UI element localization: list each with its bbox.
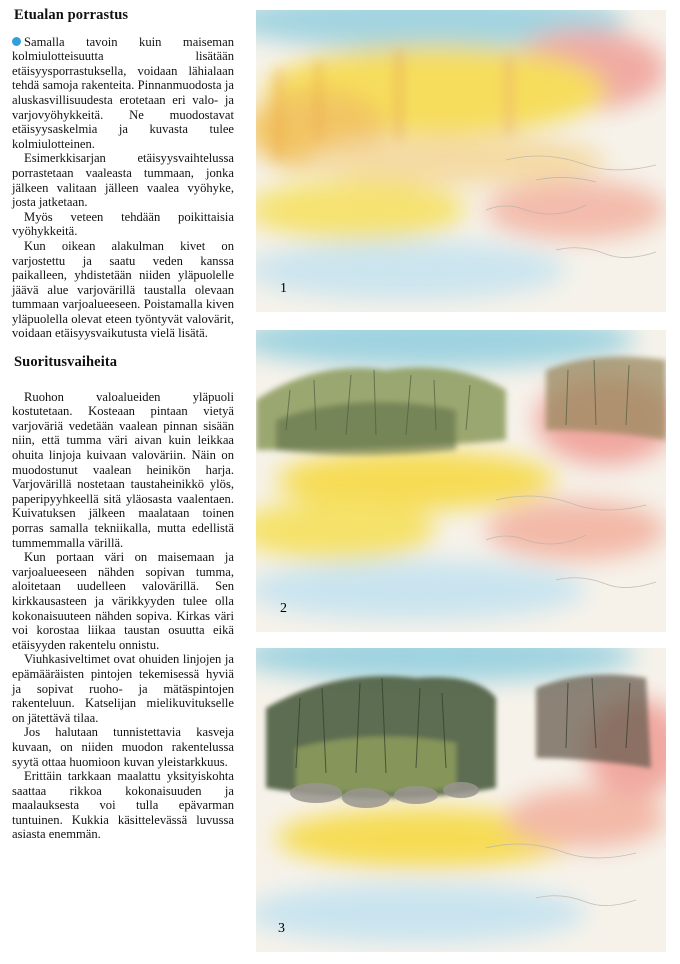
- paragraph: Myös veteen tehdään poikittaisia vyöhykkeitä.: [12, 209, 234, 239]
- paragraph: Kun oikean alakulman kivet on varjostettu ja saatu veden kanssa paikalleen, yhdistetään niiden yläpuolelle jäävä alue varjovärillä taustalla olevaan tummaan varjoalueeseen. Poistamalla kiven yläpuolella olevat eteen työntyvät valovärit, voidaan etäisyysvaikutusta vielä lisätä.: [12, 238, 234, 341]
- paragraph: Jos halutaan tunnistettavia kasveja kuvaan, on niiden muodon rakentelussa syytä ottaa huomioon kuvan yleistarkkuus.: [12, 725, 234, 769]
- paragraph: Kun portaan väri on maisemaan ja varjoalueeseen nähden sopivan tumma, aloitetaan uudelleen valovärillä. Sen kirkkausasteen ja värikkyyden tulee olla kokonaisuuteen nähden sopiva. Kirkas väri voi korostaa liikaa taustan osuutta eikä etäisyyden rakentelu onnistu.: [12, 550, 234, 652]
- paragraph: Viuhkasiveltimet ovat ohuiden linjojen ja epämääräisten pintojen tekemisessä hyviä ja sopivat ruoho- ja mätäspintojen rakenteluun. Katselijan mielikuvitukselle on jätettävä tilaa.: [12, 652, 234, 725]
- painting-figure-3: [256, 648, 666, 952]
- watercolor-illustration: [256, 330, 666, 632]
- painting-figure-1: [256, 10, 666, 312]
- paragraph: Samalla tavoin kuin maiseman kolmiulotteisuutta lisätään etäisyysporrastuksella, voidaan lähialaan tehdä samoja rakenteita. Pinnanmuodosta ja aluskasvillisuudesta erotetaan eri valo- ja varjovyöhykkeitä. Ne muodostavat etäisyysaskelmia ja kuvasta tulee kolmiulotteinen.: [12, 34, 234, 151]
- figure-number: 3: [278, 921, 285, 936]
- figure-number: 2: [280, 601, 287, 616]
- figure-number: 1: [280, 281, 287, 296]
- watercolor-illustration: [256, 10, 666, 312]
- watercolor-illustration: [256, 648, 666, 952]
- section-heading-foreground: Etualan porrastus: [14, 7, 129, 23]
- paragraph: Erittäin tarkkaan maalattu yksityiskohta saattaa rikkoa kokonaisuuden ja maalauksesta voi tulla epävarman tuntuinen. Kukkia käsittelevässä luvussa asiasta enemmän.: [12, 769, 234, 842]
- paragraph: Esimerkkisarjan etäisyysvaihtelussa porrastetaan vaaleasta tummaan, jonka jälkeen valitaan jälleen vaalea vyöhyke, josta jatketaan.: [12, 151, 234, 210]
- bullet-dot-icon: [12, 37, 21, 46]
- section-heading-steps: Suoritusvaiheita: [14, 354, 118, 371]
- painting-figure-2: [256, 330, 666, 632]
- text-column: [12, 8, 234, 842]
- paragraph: Ruohon valoalueiden yläpuoli kostutetaan. Kosteaan pintaan vietyä varjoväriä vedetään vaalean pinnan sisään niin, että tumma väri aivan kuin leikkaa ohuita linjoja kuivaan valoväriin. Näin on muodostunut vaalean heinikön harja. Varjovärillä nostetaan taustaheinikkö ylös, paperipyyhkeellä sitä yläosasta vaalentaen. Kuivatuksen jälkeen maalataan toinen porras samalla tekniikalla, mutta edellistä tummemmalla värillä.: [12, 389, 234, 550]
